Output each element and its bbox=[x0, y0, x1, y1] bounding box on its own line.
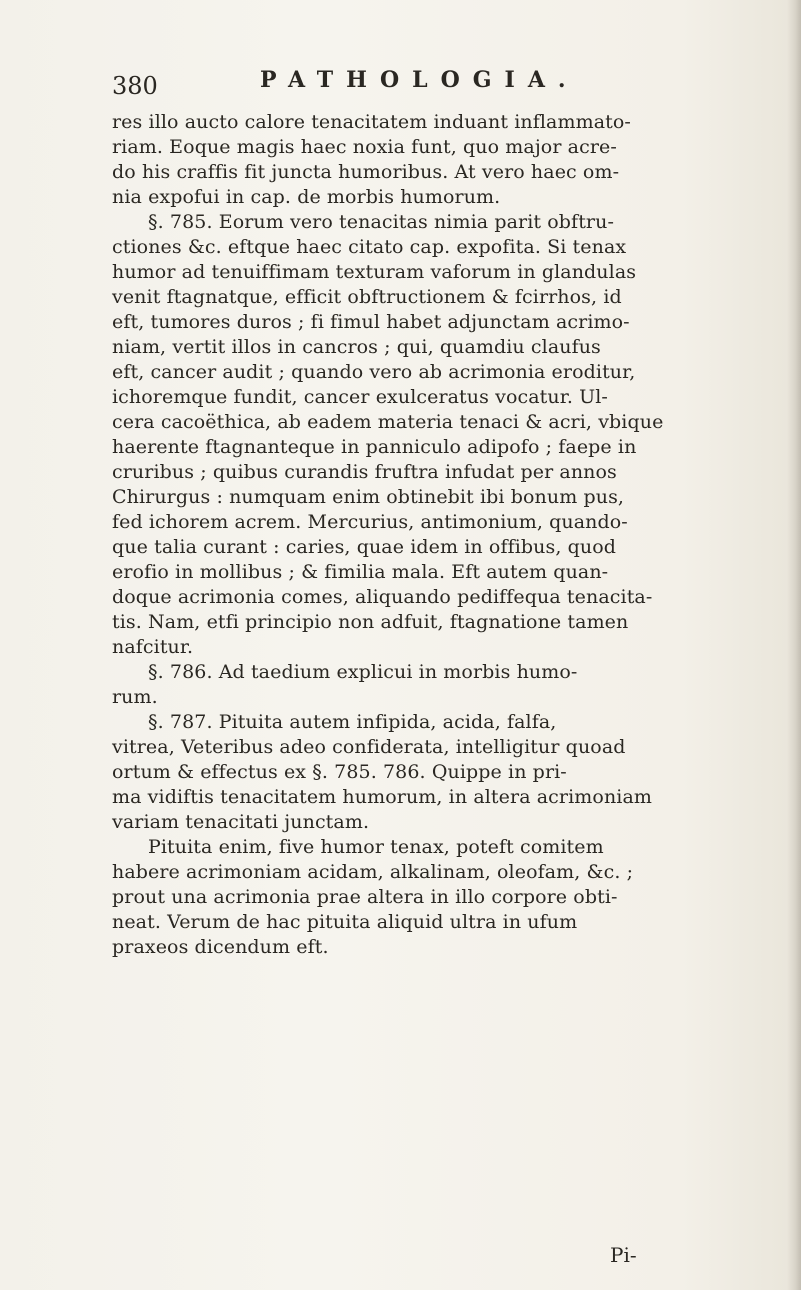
text-line: rum. bbox=[112, 686, 158, 708]
text-line: doque acrimonia comes, aliquando pediffequa tenacita- bbox=[112, 586, 653, 608]
text-line: cruribus ; quibus curandis fruftra infudat per annos bbox=[112, 461, 617, 483]
text-line: habere acrimoniam acidam, alkalinam, oleofam, &c. ; bbox=[112, 861, 634, 883]
page-number: 380 bbox=[112, 72, 158, 100]
text-line: neat. Verum de hac pituita aliquid ultra in ufum bbox=[112, 911, 578, 933]
text-line: fed ichorem acrem. Mercurius, antimonium, quando- bbox=[112, 511, 628, 533]
text-line: nafcitur. bbox=[112, 636, 194, 658]
text-line: res illo aucto calore tenacitatem induant inflammato- bbox=[112, 111, 631, 133]
text-line: que talia curant : caries, quae idem in offibus, quod bbox=[112, 536, 617, 558]
text-line: venit ftagnatque, efficit obftructionem & fcirrhos, id bbox=[112, 286, 622, 308]
text-line: prout una acrimonia prae altera in illo corpore obti- bbox=[112, 886, 618, 908]
text-line: §. 786. Ad taedium explicui in morbis humo- bbox=[148, 661, 578, 683]
text-line: vitrea, Veteribus adeo confiderata, intelligitur quoad bbox=[112, 736, 626, 758]
text-line: Pituita enim, five humor tenax, poteft comitem bbox=[148, 836, 604, 858]
text-line: humor ad tenuiffimam texturam vaforum in glandulas bbox=[112, 261, 637, 283]
text-line: ma vidiftis tenacitatem humorum, in altera acrimoniam bbox=[112, 786, 652, 808]
page-edge-shadow bbox=[787, 0, 801, 1290]
text-line: do his craffis fit juncta humoribus. At vero haec om- bbox=[112, 161, 620, 183]
text-line: ichoremque fundit, cancer exulceratus vocatur. Ul- bbox=[112, 386, 608, 408]
text-line: praxeos dicendum eft. bbox=[112, 936, 329, 958]
text-line: nia expofui in cap. de morbis humorum. bbox=[112, 186, 501, 208]
text-line: Chirurgus : numquam enim obtinebit ibi bonum pus, bbox=[112, 486, 625, 508]
text-line: eft, cancer audit ; quando vero ab acrimonia eroditur, bbox=[112, 361, 636, 383]
body-text bbox=[112, 110, 692, 960]
text-line: variam tenacitati junctam. bbox=[112, 811, 370, 833]
text-line: eft, tumores duros ; fi fimul habet adjunctam acrimo- bbox=[112, 311, 630, 333]
text-line: niam, vertit illos in cancros ; qui, quamdiu claufus bbox=[112, 336, 601, 358]
text-line: §. 785. Eorum vero tenacitas nimia parit obftru- bbox=[148, 211, 614, 233]
text-line: §. 787. Pituita autem infipida, acida, falfa, bbox=[148, 711, 557, 733]
running-head: PATHOLOGIA. bbox=[260, 67, 579, 93]
text-line: ortum & effectus ex §. 785. 786. Quippe in pri- bbox=[112, 761, 567, 783]
page-header bbox=[112, 64, 672, 104]
text-line: haerente ftagnanteque in panniculo adipofo ; faepe in bbox=[112, 436, 637, 458]
text-line: ctiones &c. eftque haec citato cap. expofita. Si tenax bbox=[112, 236, 627, 258]
text-line: erofio in mollibus ; & fimilia mala. Eft autem quan- bbox=[112, 561, 609, 583]
text-line: cera cacoëthica, ab eadem materia tenaci & acri, vbique bbox=[112, 411, 664, 433]
text-line: tis. Nam, etfi principio non adfuit, ftagnatione tamen bbox=[112, 611, 629, 633]
catchword: Pi- bbox=[610, 1243, 637, 1267]
text-line: riam. Eoque magis haec noxia funt, quo major acre- bbox=[112, 136, 617, 158]
